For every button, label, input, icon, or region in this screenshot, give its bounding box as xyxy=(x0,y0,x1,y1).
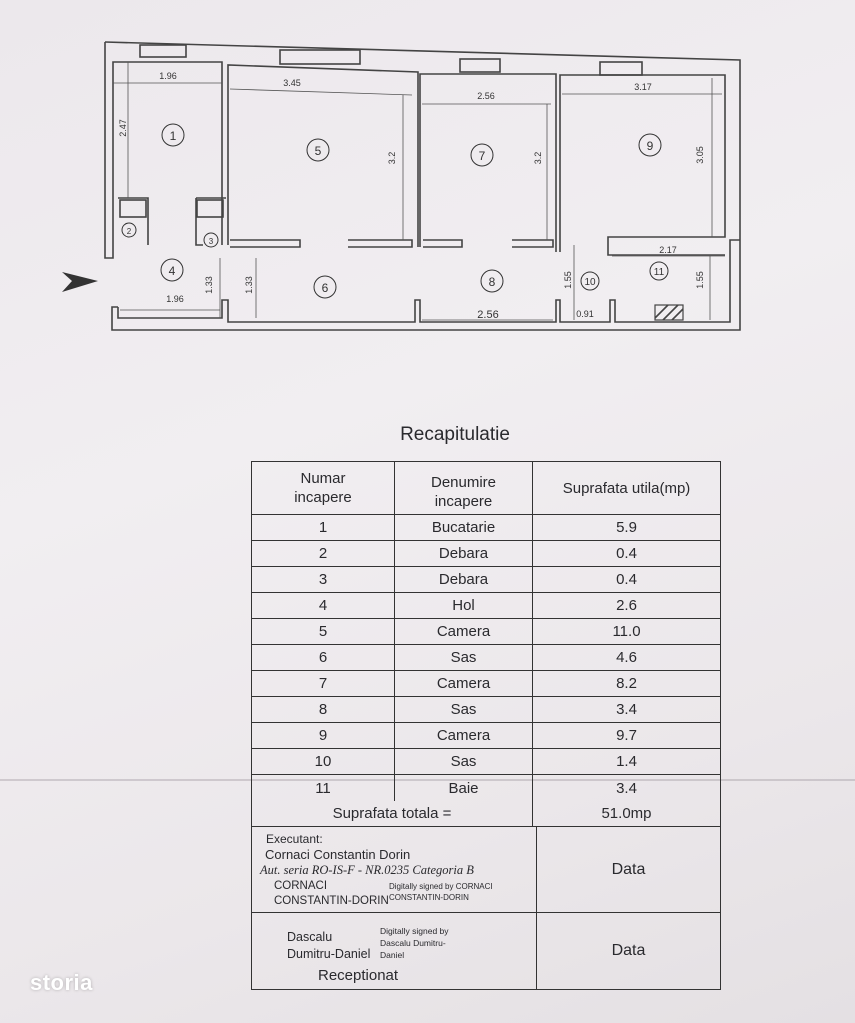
room-name-cell: Camera xyxy=(395,671,533,696)
room-area-cell: 2.6 xyxy=(616,597,637,614)
dim-r5-width: 3.45 xyxy=(283,78,301,88)
room-label: 8 xyxy=(488,275,496,289)
room-name-cell: Debara xyxy=(395,541,533,566)
room-label: 10 xyxy=(584,277,596,288)
signer1-digital-line2: CONSTANTIN-DORIN xyxy=(389,893,469,902)
dim-r11-height: 1.55 xyxy=(695,271,705,289)
dim-r4-width: 1.96 xyxy=(166,294,184,304)
room-area-cell: 0.4 xyxy=(616,545,637,562)
room-area-cell: 1.4 xyxy=(616,753,637,770)
header-text: Denumire xyxy=(430,474,497,491)
table-row xyxy=(252,593,720,619)
room-area-cell: 8.2 xyxy=(616,675,637,692)
room-label: 1 xyxy=(169,129,177,143)
table-row xyxy=(252,541,720,567)
dim-r1-width: 1.96 xyxy=(159,71,177,81)
signer2-name-line1: Dascalu xyxy=(287,930,333,944)
room-name-cell: Sas xyxy=(395,645,533,670)
room-label: 3 xyxy=(208,237,214,246)
header-room-name xyxy=(395,462,533,514)
executant-name: Cornaci Constantin Dorin xyxy=(265,847,411,862)
signer2-digital-line1: Digitally signed by xyxy=(380,926,449,936)
dim-r7-height: 3.2 xyxy=(533,151,543,165)
dim-r5-height: 3.2 xyxy=(387,151,397,165)
room-label: 2 xyxy=(126,227,132,236)
dim-r10-height: 1.55 xyxy=(563,271,573,289)
room-area-cell: 3.4 xyxy=(616,701,637,718)
signer1-name-line2: CONSTANTIN-DORIN xyxy=(274,895,389,907)
dim-r8-width: 2.56 xyxy=(477,309,499,321)
room-name-cell: Bucatarie xyxy=(395,515,533,540)
dim-r6-height: 1.33 xyxy=(244,276,254,294)
room-label: 4 xyxy=(168,264,176,278)
room-number-cell: 2 xyxy=(252,541,395,566)
table-row xyxy=(252,567,720,593)
room-number-cell: 5 xyxy=(252,619,395,644)
room-label: 9 xyxy=(646,139,654,153)
table-row xyxy=(252,671,720,697)
room-name-cell: Debara xyxy=(395,567,533,592)
room-name-cell: Camera xyxy=(395,723,533,748)
total-value: 51.0mp xyxy=(601,805,652,822)
room-area-cell: 5.9 xyxy=(616,519,637,536)
date-field-1: Data xyxy=(611,860,646,878)
dim-r1-height: 2.47 xyxy=(118,119,128,137)
dim-r10-width: 0.91 xyxy=(576,309,594,319)
room-name-cell: Sas xyxy=(395,749,533,774)
table-header xyxy=(252,462,720,515)
header-text: Numar xyxy=(300,470,346,487)
room-number-cell: 8 xyxy=(252,697,395,722)
table-title: Recapitulatie xyxy=(400,424,510,445)
dim-r9-height: 3.05 xyxy=(695,146,705,164)
room-area-cell: 0.4 xyxy=(616,571,637,588)
header-text: incapere xyxy=(434,493,493,510)
authorization: Aut. seria RO-IS-F - NR.0235 Categoria B xyxy=(260,863,474,877)
table-row xyxy=(252,775,720,801)
total-label: Suprafata totala = xyxy=(252,801,533,826)
room-number-cell: 3 xyxy=(252,567,395,592)
room-number-cell: 10 xyxy=(252,749,395,774)
table-row xyxy=(252,645,720,671)
room-area-cell: 11.0 xyxy=(612,623,641,640)
room-name-cell: Sas xyxy=(395,697,533,722)
summary-table xyxy=(251,461,721,990)
dim-r7-width: 2.56 xyxy=(477,91,495,101)
executant-label: Executant: xyxy=(266,832,323,846)
room-label: 6 xyxy=(321,281,329,295)
total-row xyxy=(252,801,720,827)
room-name-cell: Camera xyxy=(395,619,533,644)
room-number-cell: 11 xyxy=(252,775,395,801)
room-name-cell: Baie xyxy=(395,775,533,801)
dim-r4-height: 1.33 xyxy=(204,276,214,294)
dim-r11-width: 2.17 xyxy=(659,245,677,255)
signer1-name-line1: CORNACI xyxy=(274,880,328,892)
receiver-row xyxy=(252,913,720,989)
room-label: 11 xyxy=(653,267,665,278)
received-label: Receptionat xyxy=(318,967,399,984)
entrance-arrow-icon xyxy=(62,272,98,292)
storia-watermark-logo: storia xyxy=(30,970,93,995)
dim-r9-width: 3.17 xyxy=(634,82,652,92)
room-area-cell: 9.7 xyxy=(616,727,637,744)
room-area-cell: 4.6 xyxy=(616,649,637,666)
executant-row xyxy=(252,827,720,913)
signer2-name-line2: Dumitru-Daniel xyxy=(287,947,371,961)
header-text: incapere xyxy=(294,489,352,506)
table-row xyxy=(252,723,720,749)
table-row xyxy=(252,619,720,645)
room-number-cell: 1 xyxy=(252,515,395,540)
room-label: 5 xyxy=(314,144,322,158)
room-number-cell: 7 xyxy=(252,671,395,696)
signer2-digital-line3: Daniel xyxy=(380,950,405,960)
header-room-number xyxy=(252,462,395,514)
signer1-digital-line1: Digitally signed by CORNACI xyxy=(389,882,493,891)
room-name-cell: Hol xyxy=(395,593,533,618)
signer2-digital-line2: Dascalu Dumitru- xyxy=(380,938,446,948)
table-row xyxy=(252,515,720,541)
room-number-cell: 9 xyxy=(252,723,395,748)
date-field-2: Data xyxy=(611,942,646,959)
room-number-cell: 6 xyxy=(252,645,395,670)
table-row xyxy=(252,749,720,775)
table-row xyxy=(252,697,720,723)
header-area: Suprafata utila(mp) xyxy=(562,479,691,497)
room-area-cell: 3.4 xyxy=(616,779,637,797)
room-label: 7 xyxy=(478,149,486,163)
room-number-cell: 4 xyxy=(252,593,395,618)
